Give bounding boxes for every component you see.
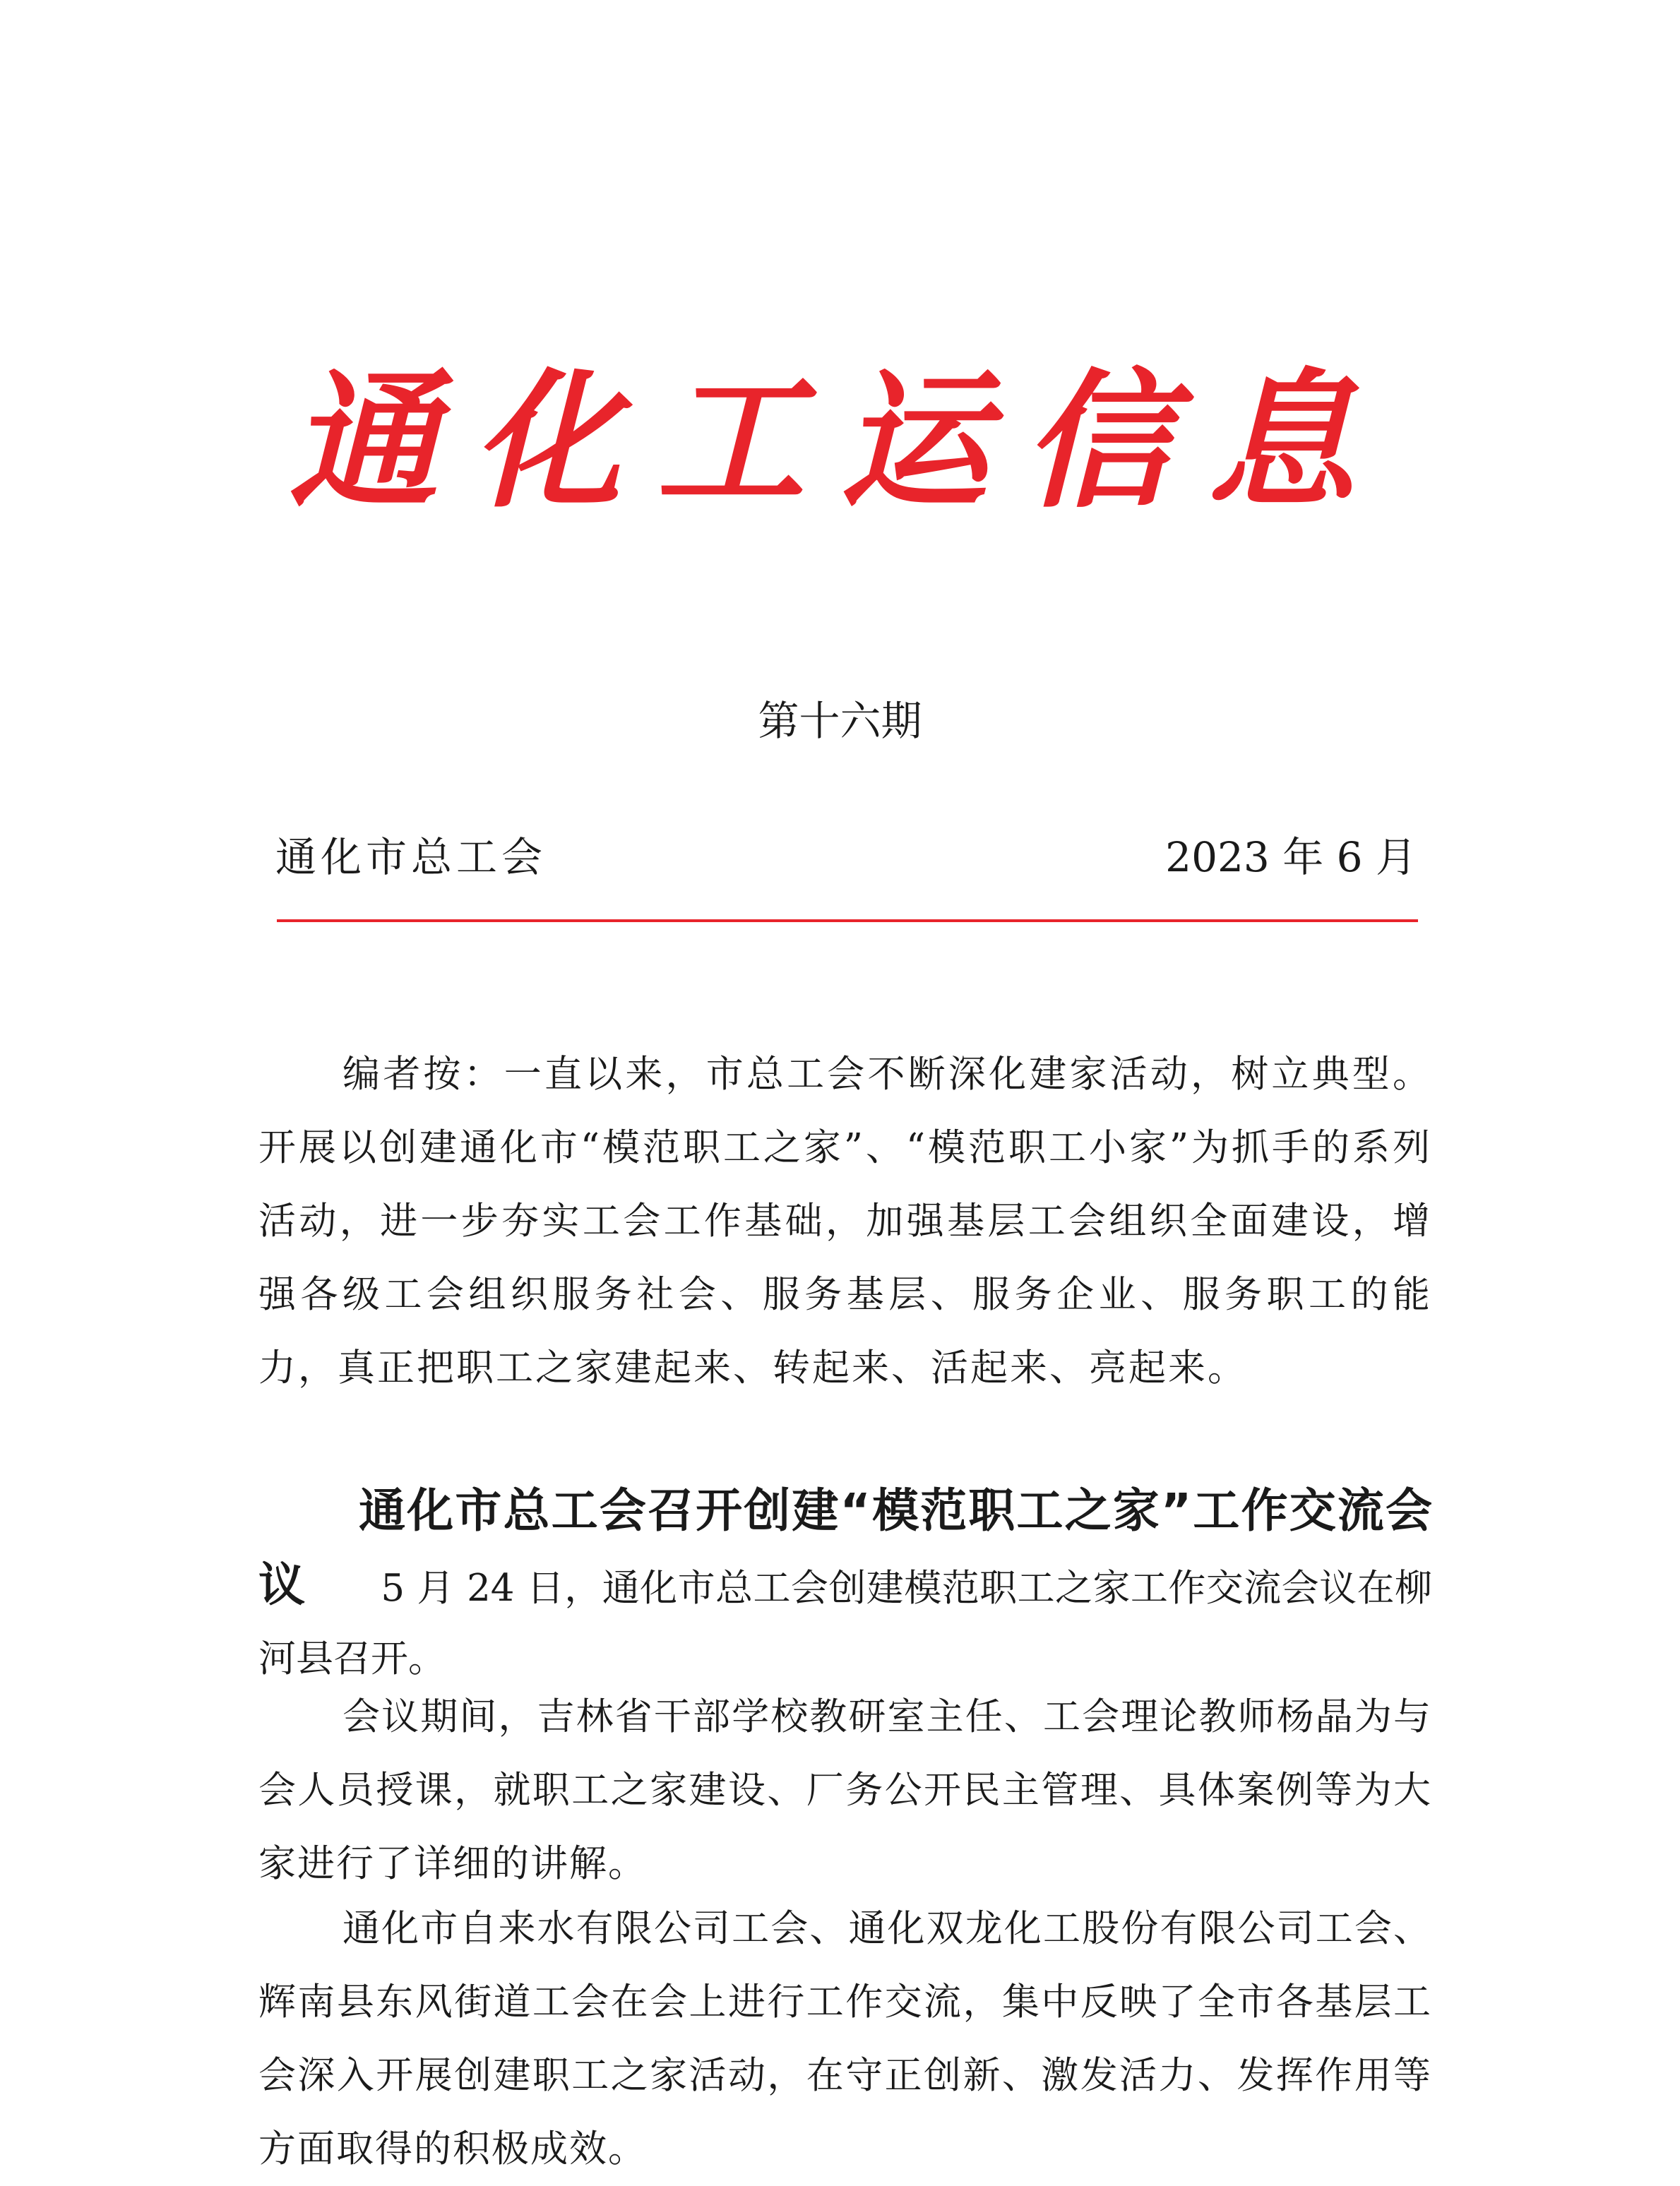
article-heading-block [258,1476,1432,1695]
issue-number: 第十六期 [758,697,922,745]
publication-date: 2023 年 6 月 [1165,833,1417,881]
article-lead: 5 月 24 日，通化市总工会创建模范职工之家工作交流会议在柳河县召开。 [258,1567,1433,1680]
editor-note: 编者按：一直以来，市总工会不断深化建家活动，树立典型。开展以创建通化市“模范职工之家”、“模范职工小家”为抓手的系列活动，进一步夯实工会工作基础，加强基层工会组织全面建设，增强各级工会组织服务社会、服务基层、服务企业、服务职工的能力，真正把职工之家建起来、转起来、活起来、亮起来。 [258,1053,1432,1390]
header-divider [277,919,1418,922]
article-title: 通化市总工会召开创建“模范职工之家”工作交流会议 [258,1483,1432,1612]
article-paragraph: 通化市自来水有限公司工会、通化双龙化工股份有限公司工会、辉南县东风街道工会在会上进行工作交流，集中反映了全市各基层工会深入开展创建职工之家活动，在守正创新、激发活力、发挥作用等方面取得的积极成效。 [258,1907,1432,2170]
masthead-title: 通化工运信息 [289,354,1391,528]
article-paragraph: 会议期间，吉林省干部学校教研室主任、工会理论教师杨晶为与会人员授课，就职工之家建设、厂务公开民主管理、具体案例等为大家进行了详细的讲解。 [258,1695,1432,1885]
publisher-name: 通化市总工会 [275,833,547,881]
